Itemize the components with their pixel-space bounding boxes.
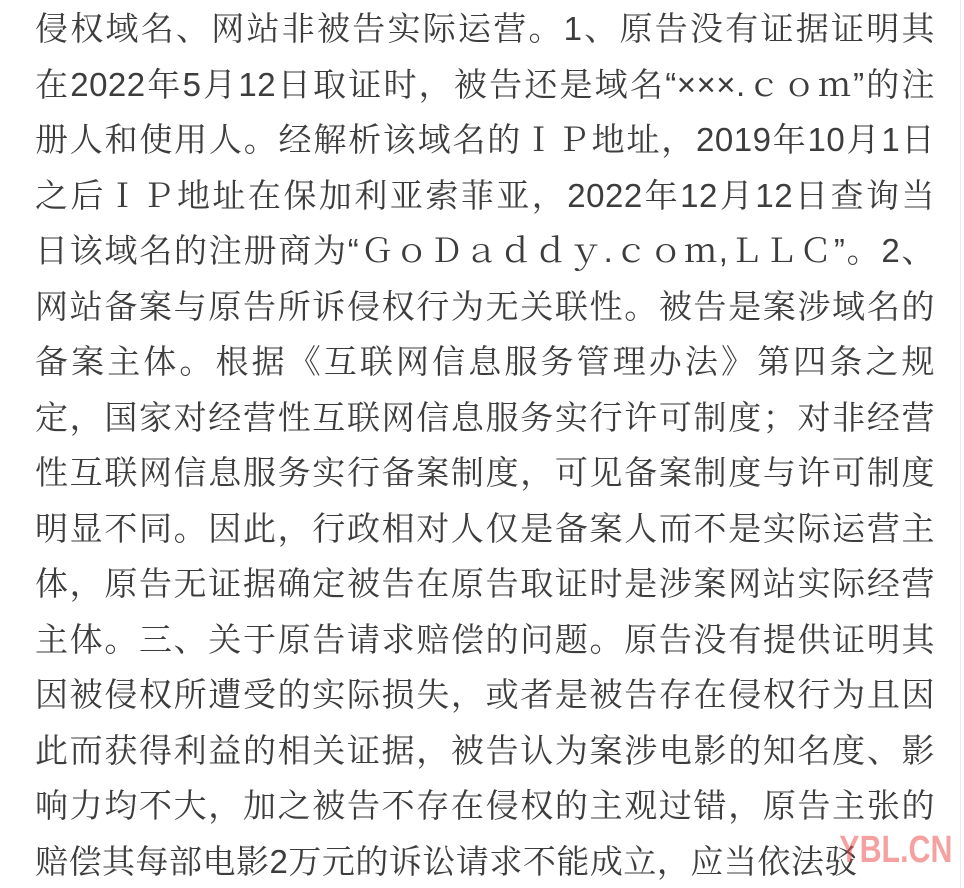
text-line: 主体。三、关于原告请求赔偿的问题。原告没有提供证明其 bbox=[35, 620, 935, 658]
text-line: 此而获得利益的相关证据，被告认为案涉电影的知名度、影 bbox=[35, 731, 935, 769]
text-line: 日该域名的注册商为“ＧｏＤａｄｄｙ.ｃｏｍ,ＬＬＣ”。2、 bbox=[35, 232, 935, 269]
text-line: 网站备案与原告所诉侵权行为无关联性。被告是案涉域名的 bbox=[35, 287, 935, 325]
text-line: 之后ＩＰ地址在保加利亚索菲亚，2022年12月12日查询当 bbox=[35, 176, 935, 214]
text-line: 侵权域名、网站非被告实际运营。1、原告没有证据证明其 bbox=[35, 10, 935, 47]
text-line: 明显不同。因此，行政相对人仅是备案人而不是实际运营主 bbox=[35, 509, 935, 547]
text-line: 响力均不大，加之被告不存在侵权的主观过错，原告主张的 bbox=[35, 787, 935, 824]
text-line: 备案主体。根据《互联网信息服务管理办法》第四条之规 bbox=[35, 343, 935, 380]
text-line: 定，国家对经营性互联网信息服务实行许可制度；对非经营 bbox=[35, 398, 935, 436]
watermark-logo: YBL.CN bbox=[838, 829, 952, 871]
text-line: 在2022年5月12日取证时，被告还是域名“×××.ｃｏｍ”的注 bbox=[35, 65, 935, 103]
page-edge-divider bbox=[960, 0, 961, 888]
article-text bbox=[35, 0, 935, 888]
text-line: 性互联网信息服务实行备案制度，可见备案制度与许可制度 bbox=[35, 454, 935, 491]
text-line: 因被侵权所遭受的实际损失，或者是被告存在侵权行为且因 bbox=[35, 676, 935, 713]
text-line: 赔偿其每部电影2万元的诉讼请求不能成立，应当依法驳 bbox=[35, 842, 858, 880]
text-line: 体，原告无证据确定被告在原告取证时是涉案网站实际经营 bbox=[35, 565, 935, 602]
text-line: 册人和使用人。经解析该域名的ＩＰ地址，2019年10月1日 bbox=[35, 121, 935, 158]
